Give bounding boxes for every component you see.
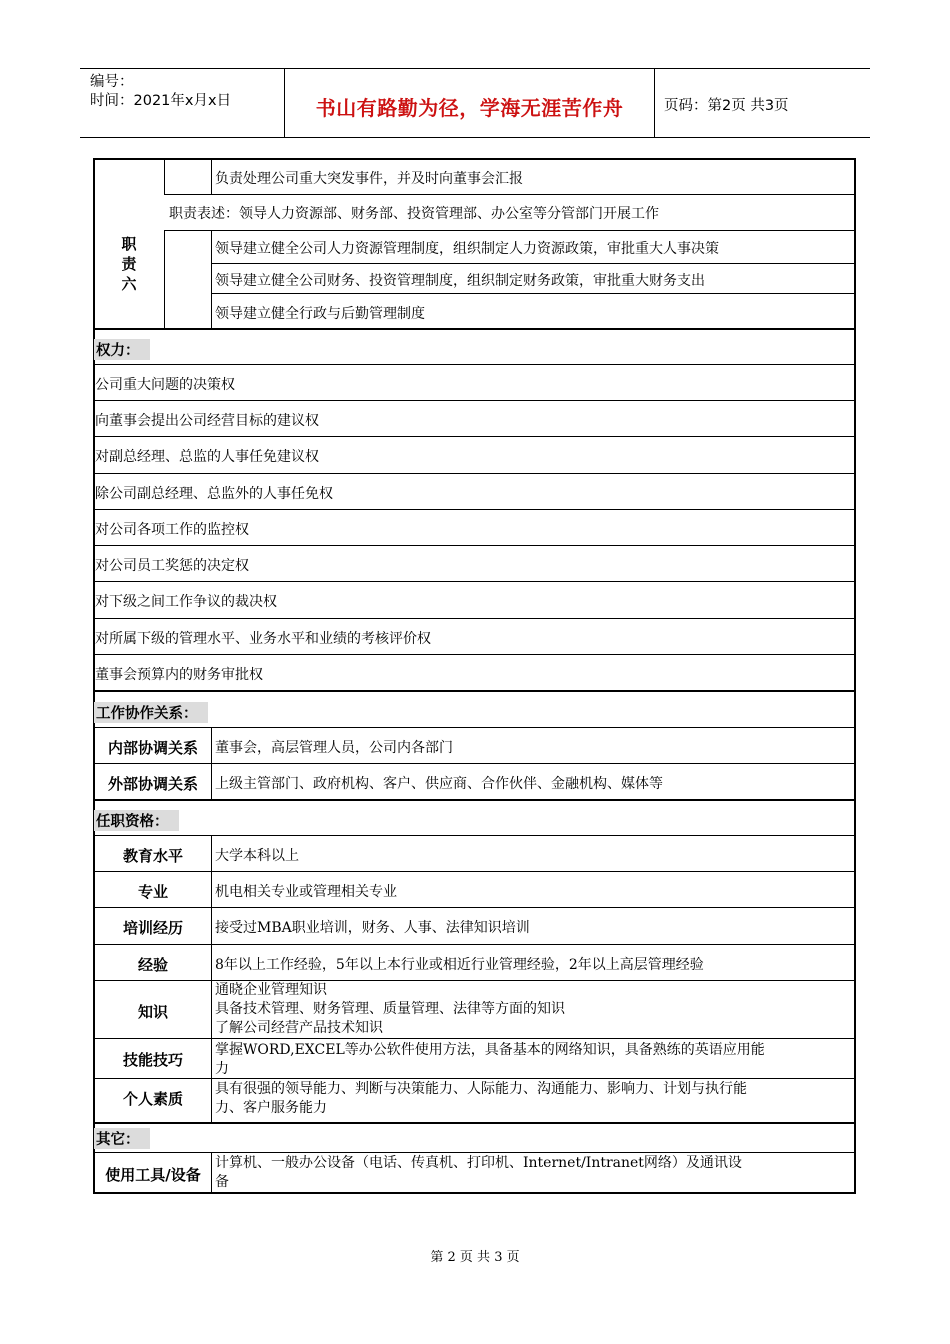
knowledge-value (215, 981, 565, 1038)
internal-label: 内部协调关系 (107, 739, 198, 757)
grid-line (93, 727, 856, 728)
grid-line (93, 907, 856, 908)
grid-line (164, 230, 165, 328)
grid-line (93, 654, 856, 655)
authority-item: 对公司员工奖惩的决定权 (95, 558, 249, 574)
education-label: 教育水平 (122, 847, 183, 865)
header-page-label: 页码：第2页 共3页 (664, 98, 789, 114)
authority-item: 对副总经理、总监的人事任免建议权 (95, 449, 319, 465)
grid-line (93, 509, 856, 510)
grid-line (211, 293, 854, 294)
education-value: 大学本科以上 (215, 848, 299, 864)
duty-prev-item: 负责处理公司重大突发事件，并及时向董事会汇报 (215, 171, 523, 187)
header-divider (654, 69, 655, 137)
duty6-item: 领导建立健全行政与后勤管理制度 (215, 306, 425, 322)
grid-line (93, 473, 856, 474)
grid-line (93, 1078, 856, 1079)
grid-line (93, 1122, 856, 1124)
job-description-table (93, 158, 856, 1194)
skills-label: 技能技巧 (122, 1051, 183, 1069)
grid-line (93, 400, 856, 401)
tools-value (215, 1154, 742, 1192)
major-label: 专业 (137, 883, 168, 901)
time-label: 时间：2021年x月x日 (90, 93, 232, 109)
training-value: 接受过MBA职业培训，财务、人事、法律知识培训 (215, 920, 530, 936)
grid-line (93, 545, 856, 546)
page-header (80, 68, 870, 138)
authority-item: 对公司各项工作的监控权 (95, 522, 249, 538)
experience-label: 经验 (137, 956, 168, 974)
personal-label: 个人素质 (122, 1090, 183, 1108)
table-border (93, 158, 856, 160)
grid-line (93, 1038, 856, 1039)
authority-item: 向董事会提出公司经营目标的建议权 (95, 413, 319, 429)
grid-line (93, 799, 856, 801)
duty6-label: 职 责 六 (121, 235, 137, 293)
personal-value (215, 1080, 747, 1118)
grid-line (93, 944, 856, 945)
major-value: 机电相关专业或管理相关专业 (215, 884, 397, 900)
table-border (93, 1192, 856, 1194)
tools-line: 备 (215, 1174, 229, 1190)
tools-line: 计算机、一般办公设备（电话、传真机、打印机、Internet/Intranet网络）及通讯设 (215, 1155, 742, 1171)
authority-item: 对下级之间工作争议的裁决权 (95, 594, 277, 610)
knowledge-label: 知识 (137, 1003, 168, 1021)
grid-line (93, 364, 856, 365)
authority-title: 权力： (94, 339, 150, 360)
grid-line (164, 194, 854, 195)
grid-line (93, 871, 856, 872)
grid-line (93, 1152, 856, 1153)
grid-line (164, 230, 854, 231)
training-label: 培训经历 (122, 919, 183, 937)
header-motto: 书山有路勤为径，学海无涯苦作舟 (315, 96, 624, 120)
number-label: 编号： (90, 74, 134, 90)
other-title: 其它： (94, 1128, 150, 1149)
grid-line (211, 158, 212, 194)
duty6-item: 领导建立健全公司财务、投资管理制度，组织制定财务政策，审批重大财务支出 (215, 273, 705, 289)
grid-line (164, 158, 165, 194)
qualifications-title: 任职资格： (94, 810, 179, 831)
cooperation-title: 工作协作关系： (94, 702, 208, 723)
internal-value: 董事会，高层管理人员，公司内各部门 (215, 740, 453, 756)
grid-line (211, 230, 212, 328)
grid-line (93, 436, 856, 437)
grid-line (93, 581, 856, 582)
grid-line (93, 835, 856, 836)
knowledge-line: 通晓企业管理知识 (215, 982, 327, 998)
experience-value: 8年以上工作经验，5年以上本行业或相近行业管理经验，2年以上高层管理经验 (215, 957, 704, 973)
grid-line (93, 328, 856, 330)
personal-line: 具有很强的领导能力、判断与决策能力、人际能力、沟通能力、影响力、计划与执行能 (215, 1081, 747, 1097)
tools-label: 使用工具/设备 (105, 1166, 201, 1184)
duty6-item: 领导建立健全公司人力资源管理制度，组织制定人力资源政策，审批重大人事决策 (215, 241, 719, 257)
knowledge-line: 了解公司经营产品技术知识 (215, 1020, 383, 1036)
external-label: 外部协调关系 (107, 775, 198, 793)
skills-line: 掌握WORD,EXCEL等办公软件使用方法，具备基本的网络知识，具备熟练的英语应用能 (215, 1042, 765, 1058)
authority-item: 董事会预算内的财务审批权 (95, 667, 263, 683)
grid-line (211, 1152, 212, 1192)
grid-line (93, 690, 856, 692)
authority-item: 除公司副总经理、总监外的人事任免权 (95, 486, 333, 502)
page-footer: 第 2 页 共 3 页 (430, 1250, 520, 1265)
grid-line (211, 263, 854, 264)
header-meta (90, 73, 231, 111)
skills-line: 力 (215, 1061, 229, 1077)
authority-item: 公司重大问题的决策权 (95, 377, 235, 393)
duty6-statement: 职责表述：领导人力资源部、财务部、投资管理部、办公室等分管部门开展工作 (169, 206, 659, 222)
external-value: 上级主管部门、政府机构、客户、供应商、合作伙伴、金融机构、媒体等 (215, 776, 663, 792)
personal-line: 力、客户服务能力 (215, 1100, 327, 1116)
grid-line (93, 618, 856, 619)
knowledge-line: 具备技术管理、财务管理、质量管理、法律等方面的知识 (215, 1001, 565, 1017)
authority-item: 对所属下级的管理水平、业务水平和业绩的考核评价权 (95, 631, 431, 647)
grid-line (93, 763, 856, 764)
skills-value (215, 1041, 765, 1079)
